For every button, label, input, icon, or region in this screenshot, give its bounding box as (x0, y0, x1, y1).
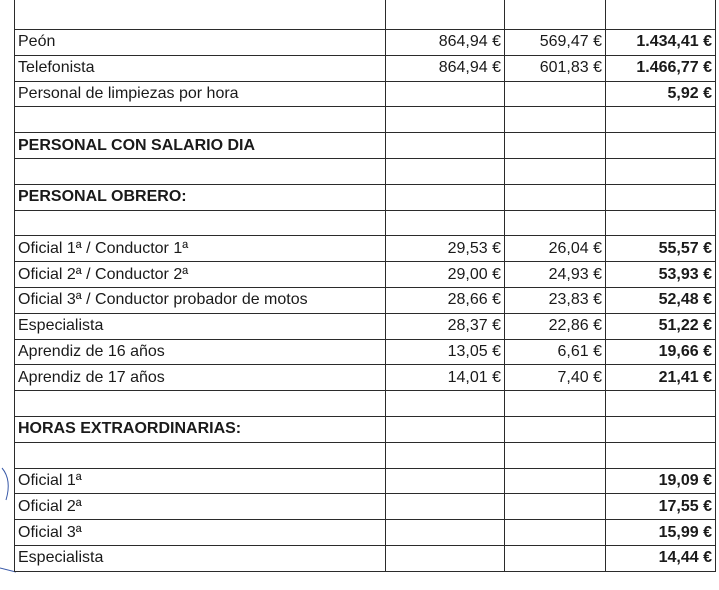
supplement-cell (505, 442, 606, 468)
table-row (15, 133, 716, 159)
total-cell (606, 158, 716, 184)
table-row (15, 236, 716, 262)
table-row (15, 287, 716, 313)
supplement-cell (505, 391, 606, 417)
supplement-cell: 24,93 € (505, 262, 606, 288)
row-label: Especialista (15, 313, 386, 339)
row-label: PERSONAL OBRERO: (15, 184, 386, 210)
total-cell (606, 416, 716, 442)
column-divider (605, 0, 606, 30)
row-label: Peón (15, 30, 386, 56)
total-cell: 15,99 € (606, 520, 716, 546)
table-row (15, 262, 716, 288)
base-salary-cell (386, 184, 505, 210)
total-cell (606, 391, 716, 417)
base-salary-cell: 13,05 € (386, 339, 505, 365)
base-salary-cell: 28,37 € (386, 313, 505, 339)
table-row (15, 442, 716, 468)
salary-table-body (15, 30, 716, 572)
column-divider (715, 0, 716, 30)
base-salary-cell (386, 107, 505, 133)
supplement-cell (505, 107, 606, 133)
base-salary-cell (386, 416, 505, 442)
total-cell: 1.466,77 € (606, 55, 716, 81)
total-cell (606, 133, 716, 159)
row-label: Especialista (15, 545, 386, 571)
supplement-cell (505, 184, 606, 210)
row-label: Oficial 2ª (15, 494, 386, 520)
table-row (15, 416, 716, 442)
supplement-cell: 22,86 € (505, 313, 606, 339)
base-salary-cell (386, 494, 505, 520)
base-salary-cell (386, 391, 505, 417)
total-cell: 21,41 € (606, 365, 716, 391)
row-label: Oficial 3ª / Conductor probador de motos (15, 287, 386, 313)
total-cell: 53,93 € (606, 262, 716, 288)
row-label: PERSONAL CON SALARIO DIA (15, 133, 386, 159)
base-salary-cell: 29,53 € (386, 236, 505, 262)
base-salary-cell: 29,00 € (386, 262, 505, 288)
table-row (15, 184, 716, 210)
row-label: Oficial 2ª / Conductor 2ª (15, 262, 386, 288)
table-row (15, 520, 716, 546)
table-row (15, 210, 716, 236)
base-salary-cell: 864,94 € (386, 55, 505, 81)
base-salary-cell (386, 545, 505, 571)
column-divider (504, 0, 505, 30)
base-salary-cell: 14,01 € (386, 365, 505, 391)
total-cell (606, 442, 716, 468)
row-label: Aprendiz de 16 años (15, 339, 386, 365)
base-salary-cell (386, 158, 505, 184)
table-row (15, 107, 716, 133)
table-row (15, 313, 716, 339)
total-cell: 19,09 € (606, 468, 716, 494)
supplement-cell (505, 520, 606, 546)
total-cell (606, 107, 716, 133)
supplement-cell: 569,47 € (505, 30, 606, 56)
table-row (15, 30, 716, 56)
table-row (15, 545, 716, 571)
row-label: Oficial 3ª (15, 520, 386, 546)
table-row (15, 365, 716, 391)
row-label: Oficial 1ª / Conductor 1ª (15, 236, 386, 262)
supplement-cell (505, 545, 606, 571)
total-cell: 17,55 € (606, 494, 716, 520)
row-label: HORAS EXTRAORDINARIAS: (15, 416, 386, 442)
supplement-cell: 6,61 € (505, 339, 606, 365)
supplement-cell (505, 494, 606, 520)
row-label: Aprendiz de 17 años (15, 365, 386, 391)
row-label: Telefonista (15, 55, 386, 81)
table-row (15, 81, 716, 107)
supplement-cell (505, 210, 606, 236)
table-row (15, 55, 716, 81)
supplement-cell (505, 81, 606, 107)
total-cell (606, 184, 716, 210)
supplement-cell: 7,40 € (505, 365, 606, 391)
supplement-cell: 601,83 € (505, 55, 606, 81)
row-label: Personal de limpiezas por hora (15, 81, 386, 107)
base-salary-cell (386, 210, 505, 236)
table-row (15, 339, 716, 365)
base-salary-cell (386, 442, 505, 468)
base-salary-cell: 864,94 € (386, 30, 505, 56)
supplement-cell (505, 468, 606, 494)
total-cell: 51,22 € (606, 313, 716, 339)
base-salary-cell (386, 468, 505, 494)
table-row (15, 468, 716, 494)
total-cell: 55,57 € (606, 236, 716, 262)
total-cell: 52,48 € (606, 287, 716, 313)
column-divider (385, 0, 386, 30)
salary-table (14, 29, 716, 572)
supplement-cell (505, 133, 606, 159)
table-row (15, 158, 716, 184)
table-row (15, 391, 716, 417)
total-cell (606, 210, 716, 236)
supplement-cell (505, 416, 606, 442)
table-row (15, 494, 716, 520)
supplement-cell: 26,04 € (505, 236, 606, 262)
base-salary-cell: 28,66 € (386, 287, 505, 313)
total-cell: 19,66 € (606, 339, 716, 365)
total-cell: 5,92 € (606, 81, 716, 107)
total-cell: 14,44 € (606, 545, 716, 571)
row-label (15, 158, 386, 184)
total-cell: 1.434,41 € (606, 30, 716, 56)
base-salary-cell (386, 133, 505, 159)
row-label (15, 442, 386, 468)
base-salary-cell (386, 81, 505, 107)
supplement-cell (505, 158, 606, 184)
row-label: Oficial 1ª (15, 468, 386, 494)
row-label (15, 391, 386, 417)
row-label (15, 210, 386, 236)
base-salary-cell (386, 520, 505, 546)
row-label (15, 107, 386, 133)
supplement-cell: 23,83 € (505, 287, 606, 313)
